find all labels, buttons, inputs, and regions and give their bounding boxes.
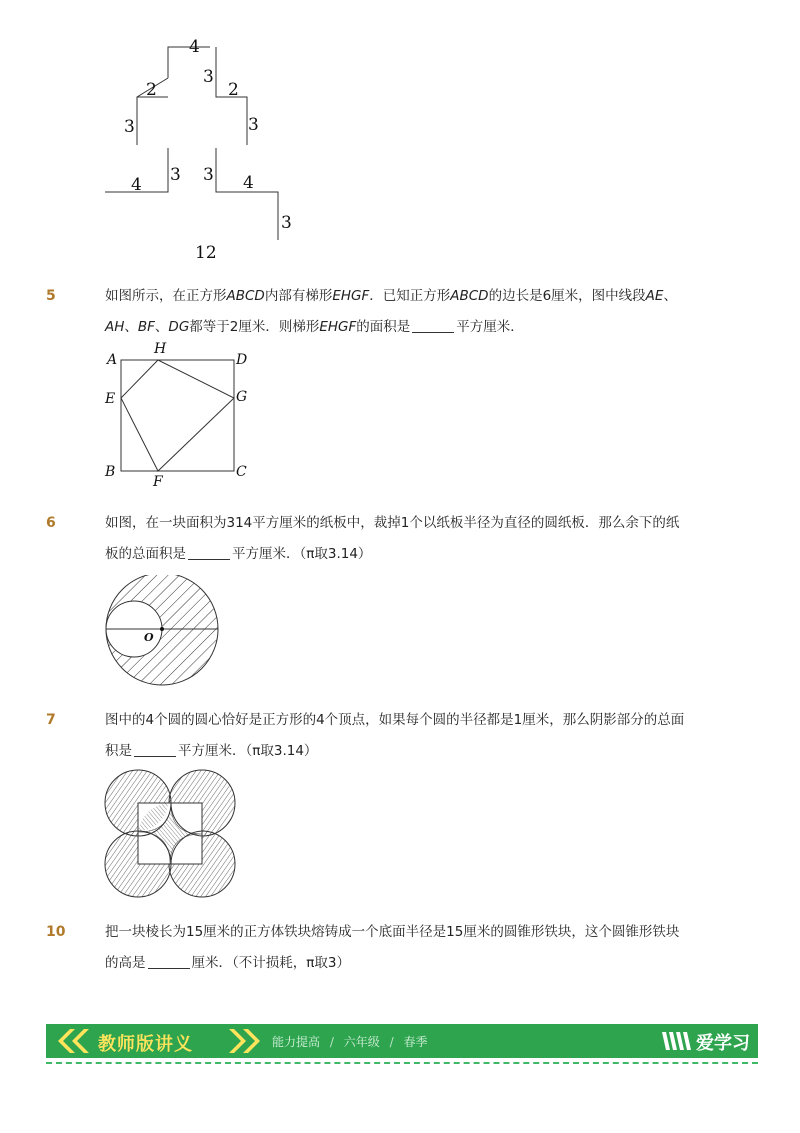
fig-label: 3: [281, 213, 292, 233]
fig-label: 2: [146, 80, 157, 100]
question-text: 把一块棱长为15厘米的正方体铁块熔铸成一个底面半径是15厘米的圆锥形铁块，这个圆锥形铁块 的高是 厘米．（不计损耗，π取3）: [105, 924, 680, 971]
question-number: 5: [46, 288, 56, 304]
fig-label: 3: [124, 117, 135, 137]
answer-blank[interactable]: [148, 954, 190, 969]
staircase-figure: [100, 30, 300, 270]
breadcrumb-item: 六年级: [343, 1035, 380, 1049]
answer-blank[interactable]: [412, 318, 454, 333]
logo-icon: [662, 1030, 692, 1052]
fig-label: 4: [131, 175, 142, 195]
footer-breadcrumb: 能力提高 / 六年级 / 春季: [272, 1035, 428, 1049]
fig-label: 3: [248, 115, 259, 135]
vertex-label: G: [236, 389, 248, 405]
footer-bar: [46, 1024, 758, 1058]
vertex-label: B: [105, 464, 116, 480]
four-circles-figure: [100, 768, 240, 898]
center-label: O: [144, 631, 154, 644]
question-number: 10: [46, 924, 66, 940]
circle-cutout-figure: [100, 575, 230, 687]
fig-label: 3: [203, 67, 214, 87]
question-number: 6: [46, 515, 56, 531]
breadcrumb-item: 春季: [403, 1035, 428, 1049]
fig-label: 4: [189, 37, 200, 57]
double-chevron-right-icon: [224, 1028, 264, 1054]
footer-divider: [46, 1062, 758, 1064]
vertex-label: H: [154, 341, 167, 357]
square-trapezoid-figure: [100, 338, 260, 488]
fig-label: 4: [243, 173, 254, 193]
fig-label: 3: [170, 165, 181, 185]
fig-label: 2: [228, 80, 239, 100]
double-chevron-icon: [52, 1028, 92, 1054]
vertex-label: C: [236, 464, 247, 480]
question-text: 图中的4个圆的圆心恰好是正方形的4个顶点，如果每个圆的半径都是1厘米，那么阴影部分的总面 积是 平方厘米．（π取3.14）: [105, 712, 685, 759]
breadcrumb-item: 能力提高: [272, 1035, 321, 1049]
question-text: 如图所示，在正方形ABCD内部有梯形EHGF．已知正方形ABCD的边长是6厘米，图中线段AE、 AH、BF、DG都等于2厘米．则梯形EHGF的面积是 平方厘米．: [105, 288, 677, 335]
question-text: 如图，在一块面积为314平方厘米的纸板中，裁掉1个以纸板半径为直径的圆纸板．那么余下的纸 板的总面积是 平方厘米．（π取3.14）: [105, 515, 680, 562]
answer-blank[interactable]: [134, 742, 176, 757]
vertex-label: E: [105, 391, 116, 407]
vertex-label: A: [107, 352, 118, 368]
fig-label: 12: [195, 243, 217, 263]
fig-label: 3: [203, 165, 214, 185]
vertex-label: D: [236, 352, 248, 368]
footer-logo-text: 爱学习: [696, 1033, 750, 1054]
footer-brand-label: 教师版讲义: [98, 1034, 193, 1055]
question-number: 7: [46, 712, 56, 728]
vertex-label: F: [153, 474, 163, 488]
answer-blank[interactable]: [188, 545, 230, 560]
